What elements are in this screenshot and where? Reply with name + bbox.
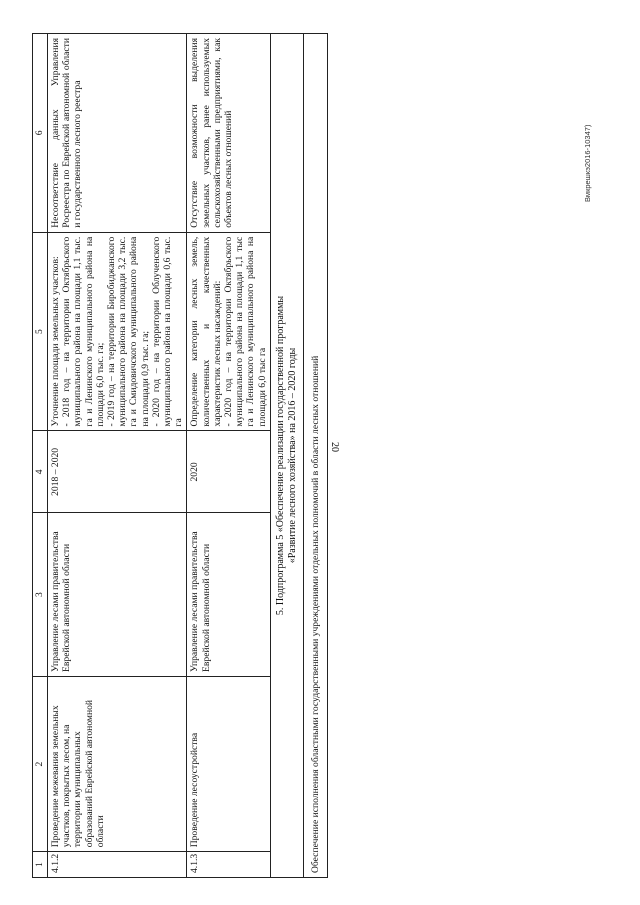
- subprogram-row: [270, 34, 303, 878]
- measure-name: Проведение лесоустройства: [187, 676, 270, 851]
- subprogram-title: [270, 34, 303, 878]
- expected-result: [187, 232, 270, 431]
- table-header-row: [33, 34, 48, 878]
- result-item: - 2020 год – на территории Октябрьского муниципального района на площади 1,1 тыс га и Ленинского муниципального района на площади 6,0 тыс га: [223, 236, 268, 427]
- table-row: [187, 34, 270, 878]
- executor: Управление лесами правительства Еврейской автономной области: [48, 513, 187, 677]
- expected-result: [48, 232, 187, 431]
- measure-name: Проведение межевания земельных участков, покрытых лесом, на территории муниципальных образований Еврейской автономной области: [48, 676, 187, 851]
- consequence: Несоответствие данных Управления Росреестра по Еврейской автономной области и государственного лесного реестра: [48, 34, 187, 233]
- result-item: - 2018 год – на территории Октябрьского муниципального района на площади 1,1 тыс. га и Ленинского муниципального района на площади 6,0 тыс. га;: [61, 236, 106, 427]
- consequence: Отсутствие возможности выделения земельных участков, ранее используемых сельскохозяйственными предприятиями, как объектов лесных отношений: [187, 34, 270, 233]
- side-stamp: Вмкрешкэ2016-10347): [583, 124, 592, 202]
- rotated-content: [32, 33, 532, 878]
- page-number: 20: [329, 442, 340, 452]
- footer-row: [303, 34, 327, 878]
- term: 2018 – 2020: [48, 431, 187, 513]
- footer-text: Обеспечение исполнения областными государственными учреждениями отдельных полномочий в области лесных отношений: [303, 34, 327, 878]
- program-table: [32, 33, 328, 878]
- header-cell: 6: [33, 34, 48, 233]
- header-cell: 5: [33, 232, 48, 431]
- table-row: [48, 34, 187, 878]
- subprogram-line: 5. Подпрограмма 5 «Обеспечение реализации государственной программы: [274, 295, 286, 616]
- result-intro: Определение категории лесных земель, количественных и качественных характеристик лесных насаждений:: [189, 236, 223, 427]
- result-intro: Уточнение площади земельных участков:: [50, 256, 61, 427]
- row-number: 4.1.2: [48, 852, 187, 878]
- header-cell: 4: [33, 431, 48, 513]
- header-cell: 3: [33, 513, 48, 677]
- row-number: 4.1.3: [187, 852, 270, 878]
- term: 2020: [187, 431, 270, 513]
- executor: Управление лесами правительства Еврейской автономной области: [187, 513, 270, 677]
- header-cell: 1: [33, 852, 48, 878]
- header-cell: 2: [33, 676, 48, 851]
- subprogram-line: «Развитие лесного хозяйства» на 2016 – 2020 годы: [286, 347, 298, 564]
- result-item: - 2020 год – на территории Облученского муниципального района на площади 0,6 тыс. га: [150, 236, 185, 427]
- result-item: - 2019 год – на территории Биробиджанского муниципального района на площади 3,2 тыс. га и Смидовичского муниципального района на площади 0,9 тыс. га;: [106, 236, 151, 427]
